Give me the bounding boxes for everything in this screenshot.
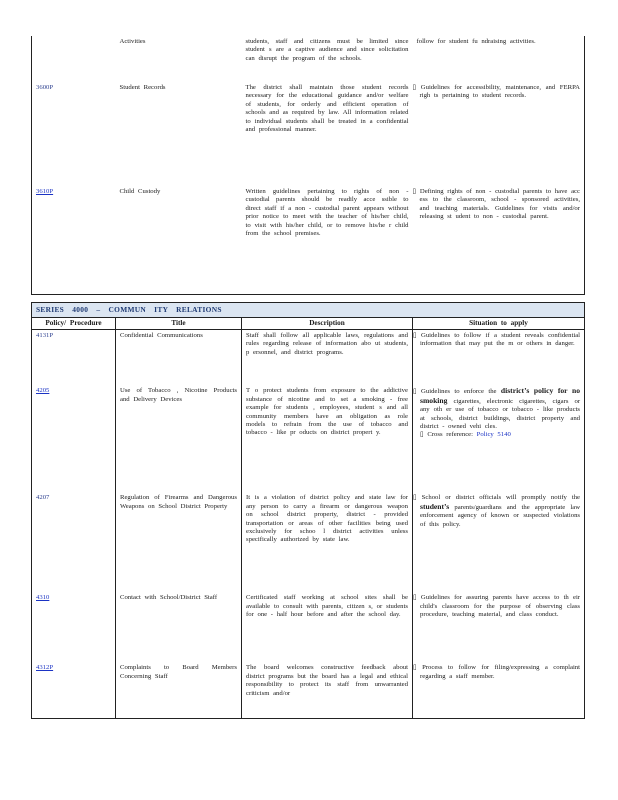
checkbox-bullet-icon: ▯ [413, 594, 421, 602]
policy-link[interactable]: 3610P [36, 188, 54, 195]
situation-text: Process to follow for filing/expressing a complaint regarding a staff member. [420, 664, 581, 680]
header-row [32, 318, 585, 329]
policy-description: Staff shall follow all applicable laws, regulations and rules regarding release of information abo ut students, p ersonnel, and district programs. [242, 329, 413, 385]
situation-text: Guidelines for assuring parents have access to th eir child's classroom for the purpose of observing class procedure, teaching material, and class conduct. [420, 594, 581, 619]
situation-text: Guidelines to enforce the [421, 388, 497, 396]
policy-code [32, 36, 116, 82]
policy-link[interactable]: 4310 [36, 594, 50, 602]
table-row [32, 82, 585, 186]
policy-description: Certificated staff working at school sites shall be available to consult with parents, citizen s, or students for one - half hour before and after the school day. [242, 592, 413, 662]
policy-title: Regulation of Firearms and Dangerous Weapons on School District Property [116, 492, 242, 592]
policy-description: It is a violation of district policy and state law for any person to carry a firearm or dangerous weapon on school district property, district - provided transportation or areas of other facilities being used exclusively for schoo l district activities unless specifically authorized by state law. [242, 492, 413, 592]
policy-situation: follow for student fu ndraising activities. [413, 36, 585, 82]
checkbox-bullet-icon: ▯ [413, 494, 422, 502]
policy-description: T o protect students from exposure to the addictive substance of nicotine and to set a smoking - free example for students , employees, student s and all community members have an obligation as role models to refrain from the use of tobacco and tobacco - like pr oducts on district propert y. [242, 385, 413, 492]
policy-title: Student Records [119, 84, 166, 91]
policy-title: Activities [119, 38, 146, 45]
table-row [32, 36, 585, 82]
situation-text: Guidelines to follow if a student reveals confidential information that may put the m or others in danger. [420, 331, 581, 348]
policy-title: Confidential Communications [116, 329, 242, 385]
cross-reference-link[interactable]: Policy 5140 [476, 431, 511, 439]
policy-link[interactable]: 4312P [36, 664, 54, 672]
table-row [32, 329, 585, 385]
checkbox-bullet-icon: ▯ [412, 84, 421, 91]
cross-reference-label: Cross reference: [427, 431, 473, 439]
situation-text-continued: cigarettes, electronic cigarettes, cigars or any oth er use of tobacco or tobacco - like products at schools, district buildings, district property and district - owned vehi cles. [420, 397, 581, 430]
policy-code-link[interactable] [32, 592, 116, 662]
checkbox-bullet-icon: ▯ [420, 431, 428, 439]
checkbox-bullet-icon: ▯ [412, 188, 420, 195]
series-heading: SERIES 4000 – COMMUN ITY RELATIONS [32, 303, 585, 318]
policy-title: Use of Tobacco , Nicotine Products and Delivery Devices [116, 385, 242, 492]
situation-emphasis: student’s [420, 501, 450, 511]
policy-description: Written guidelines pertaining to rights of non - custodial parents should be readily acce ssible to direct staff if a non - custodial parent appears without prior notice to meet with the teacher of his/her child, to visit with his/her child, or to remove his/he r child from the school premises. [242, 186, 413, 294]
series-heading-row [32, 303, 585, 318]
policy-title: Child Custody [116, 186, 242, 294]
policy-description: students, staff and citizens must be limited since student s are a captive audience and since solicitation can disrupt the program of the schools. [245, 38, 409, 62]
situation-text-continued: parents/guardians and the appropriate law enforcement agency of known or suspected violations of this policy. [420, 503, 581, 528]
policy-code-link[interactable] [32, 186, 116, 294]
checkbox-bullet-icon: ▯ [413, 388, 422, 396]
policy-code: 3600P [32, 82, 116, 186]
policy-situation [413, 186, 585, 294]
table-row [32, 662, 585, 718]
policy-code: 4207 [32, 492, 116, 592]
policy-code-link[interactable] [32, 385, 116, 492]
situation-text: School or district officials will promptly notify the [421, 494, 581, 502]
policy-link[interactable]: 4205 [36, 387, 50, 395]
policy-situation [413, 492, 585, 592]
policy-description: The district shall maintain those student records necessary for the educational guidance and/or welfare of students, for orderly and efficient operation of schools and as required by law. All information related to individual students shall be treated in a confidential and professional manner. [245, 84, 409, 134]
column-header-policy: Policy/ Procedure [32, 318, 116, 329]
column-header-title: Title [116, 318, 242, 329]
column-header-situation: Situation to apply [413, 318, 585, 329]
policy-situation [413, 662, 585, 718]
table-row [32, 492, 585, 592]
policy-title: Complaints to Board Members Concerning Staff [116, 662, 242, 718]
policy-code-link[interactable] [32, 662, 116, 718]
policy-situation [413, 329, 585, 385]
policy-title: Contact with School/District Staff [116, 592, 242, 662]
continued-policy-table [31, 36, 585, 295]
situation-text: Guidelines for accessibility, maintenance, and FERPA righ ts pertaining to student records. [419, 84, 580, 100]
checkbox-bullet-icon: ▯ [413, 664, 423, 672]
policy-situation [413, 385, 585, 492]
situation-emphasis: district’s policy for no smoking [420, 386, 581, 405]
series-4000-table [31, 302, 585, 719]
table-row [32, 186, 585, 294]
table-row [32, 592, 585, 662]
policy-code: 4131P [32, 329, 116, 385]
policy-description: The board welcomes constructive feedback about district programs but the board has a legal and ethical responsibility to protect its staff from unwarranted criticism and/or [242, 662, 413, 718]
policy-situation [413, 82, 585, 186]
situation-text: Defining rights of non - custodial parents to have acc ess to the classroom, school - sponsored activities, and teaching materials. Guidelines for visits and/or releasing st udent to non - custodial parent. [419, 188, 580, 221]
table-row [32, 385, 585, 492]
checkbox-bullet-icon: ▯ [413, 331, 421, 339]
column-header-description: Description [242, 318, 413, 329]
policy-situation [413, 592, 585, 662]
